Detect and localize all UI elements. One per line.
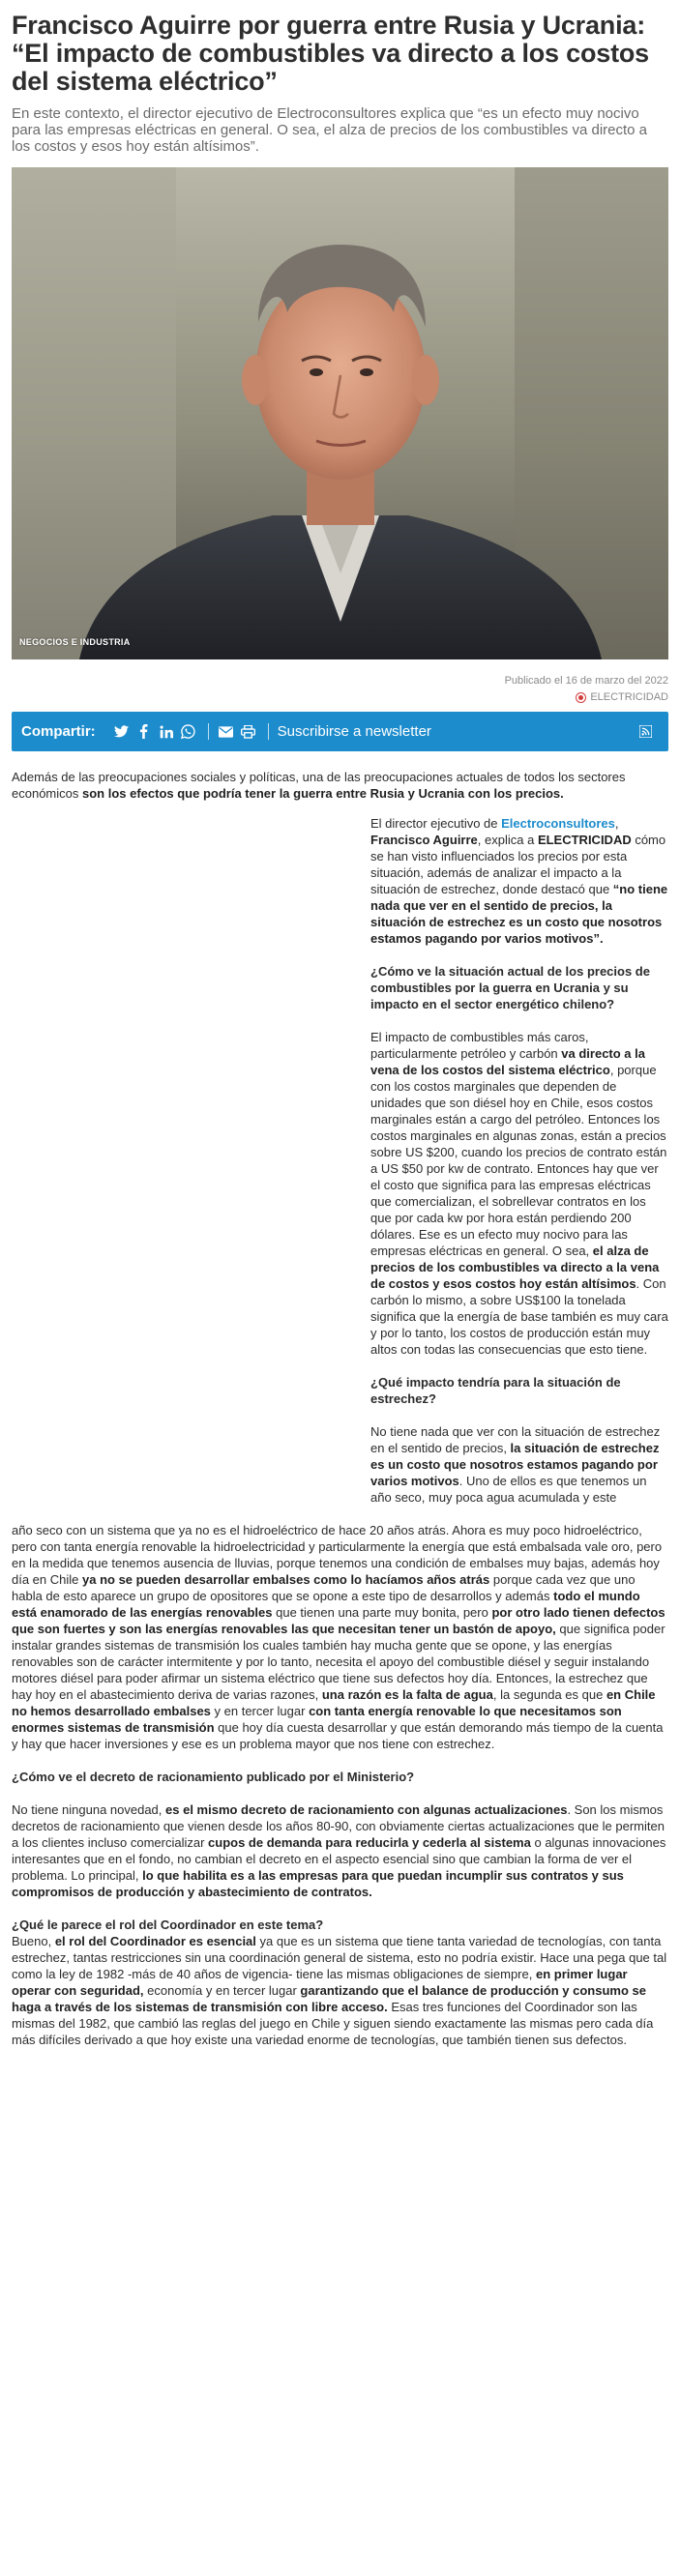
paragraph: No tiene nada que ver con la situación de estrechez en el sentido de precios, la situación de estrechez es un costo que nosotros estamos pagando por varios motivos. Uno de ellos es que tenemos un año seco, muy poca agua acumulada y este xyxy=(370,1424,661,1505)
article-meta xyxy=(12,673,668,706)
print-icon[interactable] xyxy=(240,723,257,741)
paragraph: año seco con un sistema que ya no es el hidroeléctrico de hace 20 años atrás. Ahora es muy poco hidroeléctrico, pero con tanta energía renovable la hidroelectricidad y particularmente la energía que está embalsada vale oro, pero en la medida que tenemos ausencia de lluvias, porque tenemos una condición de embalses muy bajas, además hoy día en Chile ya no se pueden desarrollar embalses como lo hacíamos años atrás porque cada vez que uno habla de esto aparece un grupo de opositores que se opone a este tipo de desarrollos y además todo el mundo está enamorado de las energías renovables que tienen una parte muy bonita, pero por otro lado tienen defectos que son fuertes y son las energías renovables las que necesitan tener un bastón de apoyo, que significa poder instalar grandes sistemas de transmisión los cuales también hay mucha gente que se opone, y las energías renovables son de carácter intermitente y por lo tanto, necesita el apoyo del combustible diésel y seguir instalando motores diésel para poder afirmar un sistema eléctrico que tiene sus defectos hoy día. Entonces, la estrechez que hay hoy en el abastecimiento deriva de varias razones, una razón es la falta de agua, la segunda es que en Chile no hemos desarrollado embalses y en tercer lugar con tanta energía renovable lo que necesitamos son enormes sistemas de transmisión que hoy día cuesta desarrollar y que están demorando más tiempo de la cuenta y hay que hacer inversiones y ese es un problema mayor que nos tiene con estrechez. xyxy=(12,1523,665,1751)
section-link[interactable] xyxy=(576,689,668,706)
newsletter-link[interactable]: Suscribirse a newsletter xyxy=(277,723,431,740)
article-photo xyxy=(12,167,668,659)
paragraph: Bueno, el rol del Coordinador es esencial ya que es un sistema que tiene tanta variedad de tecnologías, con tanta estrechez, tantas restricciones sin una coordinación general de sistema, esto no podría existir. Hace una pega que tal como la ley de 1982 -más de 40 años de vigencia- tiene las mismas obligaciones de siempre, en primer lugar operar con seguridad, economía y en tercer lugar garantizando que el balance de producción y consumo se haga a través de los sistemas de transmisión con libre acceso. Esas tres funciones del Coordinador son las mismas del 1982, que cambió las reglas del juego en Chile y siguen siendo exactamente las mismas pero cada día más difíciles derivado a que hoy existe una variedad enorme de tecnologías, que también tienen sus defectos. xyxy=(12,1934,667,2047)
paragraph: No tiene ninguna novedad, es el mismo decreto de racionamiento con algunas actualizaciones. Son los mismos decretos de racionamiento que vienen desde los años 80-90, con obviamente ciertas actualizaciones que le permiten a los clientes incluso comercializar cupos de demanda para reducirla y cederla al sistema o algunas innovaciones interesantes que en el fondo, no cambian el decreto en el aspecto esencial sino que cambian la forma de ver el problema. Lo principal, lo que habilita es a las empresas para que puedan incumplir sus contratos y sus compromisos de producción y abastecimiento de contratos. xyxy=(12,1802,666,1899)
whatsapp-icon[interactable] xyxy=(180,723,197,741)
article xyxy=(0,12,680,2048)
article-column xyxy=(370,815,668,1506)
question-heading: ¿Cómo ve el decreto de racionamiento publicado por el Ministerio? xyxy=(12,1770,415,1784)
question-heading: ¿Qué le parece el rol del Coordinador en este tema? xyxy=(12,1917,324,1932)
question-heading: ¿Cómo ve la situación actual de los precios de combustibles por la guerra en Ucrania y su impacto en el sector energético chileno? xyxy=(370,964,650,1011)
share-divider xyxy=(268,723,269,740)
share-divider xyxy=(208,723,209,740)
paragraph: El impacto de combustibles más caros, particularmente petróleo y carbón va directo a la vena de los costos del sistema eléctrico, porque con los costos marginales que dependen de unidades que son diésel hoy en Chile, esos costos marginales están a cargo del petróleo. Entonces los costos marginales en algunas zonas, están a precios sobre US $200, cuando los precios de contrato están a US $50 por kw de contrato. Entonces hay que ver el costo que significa para las empresas eléctricas que comercializan, el sobrellevar contratos en los que por cada kw por hora están perdiendo 200 dólares. Ese es un efecto muy nocivo para las empresas eléctricas en general. O sea, el alza de precios de los combustibles va directo a la vena de costos y esos costos hoy están altísimos. Con carbón lo mismo, a sobre US$100 la tonelada significa que la energía de base también es muy cara y por lo tanto, los costos de producción están muy altos con todas las consecuencias que esto tiene. xyxy=(370,1030,668,1357)
publish-date: Publicado el 16 de marzo del 2022 xyxy=(504,675,668,687)
article-title: Francisco Aguirre por guerra entre Rusia y Ucrania: “El impacto de combustibles va directo a los costos del sistema eléctrico” xyxy=(12,11,649,96)
share-bar xyxy=(12,712,668,751)
rss-icon[interactable] xyxy=(636,723,654,741)
article-lead: En este contexto, el director ejecutivo de Electroconsultores explica que “es un efecto muy nocivo para las empresas eléctricas en general. O sea, el alza de precios de los combustibles va directo a los costos y esos hoy están altísimos”. xyxy=(12,105,648,155)
electroconsultores-link[interactable]: Electroconsultores xyxy=(501,816,615,831)
share-label: Compartir: xyxy=(21,723,96,740)
photo-category-tag: NEGOCIOS E INDUSTRIA xyxy=(19,637,131,647)
email-icon[interactable] xyxy=(218,723,235,741)
section-label: ELECTRICIDAD xyxy=(590,691,668,703)
section-icon xyxy=(576,692,586,703)
paragraph: El director ejecutivo de Electroconsultores, Francisco Aguirre, explica a ELECTRICIDAD cómo se han visto influenciados los precios por esta situación, además de analizar el impacto a la situación de estrechez, donde destacó que “no tiene nada que ver en el sentido de precios, la situación de estrechez es un costo que nosotros estamos pagando por varios motivos”. xyxy=(370,816,668,946)
portrait-photo xyxy=(12,167,668,659)
article-intro: Además de las preocupaciones sociales y políticas, una de las preocupaciones actuales de todos los sectores económicos son los efectos que podría tener la guerra entre Rusia y Ucrania con los precios. xyxy=(12,770,626,801)
twitter-icon[interactable] xyxy=(113,723,131,741)
facebook-icon[interactable] xyxy=(135,723,153,741)
question-heading: ¿Qué impacto tendría para la situación de estrechez? xyxy=(370,1375,621,1406)
linkedin-icon[interactable] xyxy=(158,723,175,741)
